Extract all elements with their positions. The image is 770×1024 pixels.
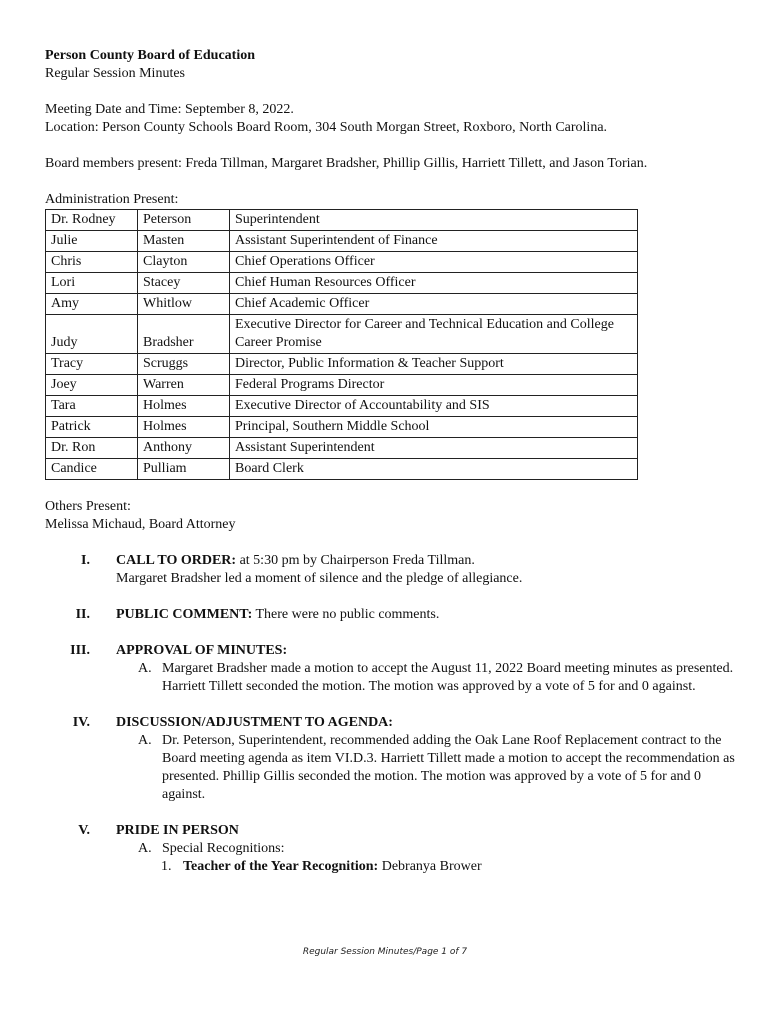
others-heading: Others Present: — [45, 499, 131, 514]
cell-first-name: Tara — [46, 396, 138, 417]
cell-title: Chief Operations Officer — [230, 252, 638, 273]
cell-first-name: Candice — [46, 459, 138, 480]
table-row — [46, 354, 638, 375]
cell-first-name: Julie — [46, 231, 138, 252]
others-line: Melissa Michaud, Board Attorney — [45, 517, 236, 532]
cell-last-name: Clayton — [138, 252, 230, 273]
section-text-line2: Margaret Bradsher led a moment of silence and the pledge of allegiance. — [116, 571, 523, 586]
cell-first-name: Dr. Rodney — [46, 210, 138, 231]
cell-last-name: Holmes — [138, 417, 230, 438]
cell-first-name: Lori — [46, 273, 138, 294]
item-text: Margaret Bradsher made a motion to accept the August 11, 2022 Board meeting minutes as presented. Harriett Tillett seconded the motion. The motion was approved by a vote of 5 for and 0 against. — [162, 661, 734, 694]
doc-type: Regular Session Minutes — [45, 66, 185, 81]
table-row — [46, 252, 638, 273]
cell-first-name: Joey — [46, 375, 138, 396]
section-label: DISCUSSION/ADJUSTMENT TO AGENDA: — [116, 715, 393, 730]
table-row — [46, 375, 638, 396]
table-row — [46, 417, 638, 438]
meeting-location: Location: Person County Schools Board Room, 304 South Morgan Street, Roxboro, North Carolina. — [45, 120, 608, 135]
table-row — [46, 231, 638, 252]
sub-item-bold: Teacher of the Year Recognition: — [183, 859, 379, 874]
sub-item-text: Debranya Brower — [378, 859, 482, 874]
cell-title: Federal Programs Director — [230, 375, 638, 396]
item-label: A. — [138, 733, 152, 748]
document-page — [45, 47, 735, 876]
cell-last-name: Scruggs — [138, 354, 230, 375]
org-title: Person County Board of Education — [45, 48, 256, 63]
section-pride-in-person — [45, 822, 735, 858]
section-text: at 5:30 pm by Chairperson Freda Tillman. — [236, 553, 475, 568]
admin-table — [45, 209, 638, 480]
cell-title: Executive Director of Accountability and SIS — [230, 396, 638, 417]
cell-last-name: Masten — [138, 231, 230, 252]
section-call-to-order — [45, 552, 735, 588]
cell-first-name: Judy — [46, 315, 138, 354]
section-number: V. — [78, 823, 90, 838]
cell-last-name: Holmes — [138, 396, 230, 417]
page-footer: Regular Session Minutes/Page 1 of 7 — [302, 947, 468, 957]
section-text: There were no public comments. — [252, 607, 440, 622]
cell-title: Executive Director for Career and Technical Education and College Career Promise — [230, 315, 638, 354]
cell-last-name: Pulliam — [138, 459, 230, 480]
cell-title: Superintendent — [230, 210, 638, 231]
cell-title: Director, Public Information & Teacher Support — [230, 354, 638, 375]
table-row — [46, 294, 638, 315]
section-approval-of-minutes — [45, 642, 735, 696]
cell-first-name: Tracy — [46, 354, 138, 375]
table-row — [46, 396, 638, 417]
cell-last-name: Bradsher — [138, 315, 230, 354]
section-number: I. — [81, 553, 90, 568]
cell-title: Assistant Superintendent — [230, 438, 638, 459]
section-number: IV. — [72, 715, 90, 730]
table-row — [46, 210, 638, 231]
cell-last-name: Whitlow — [138, 294, 230, 315]
table-row — [46, 315, 638, 354]
section-number: III. — [70, 643, 90, 658]
section-label: PUBLIC COMMENT: — [116, 607, 253, 622]
item-text: Special Recognitions: — [162, 841, 285, 856]
item-text: Dr. Peterson, Superintendent, recommended adding the Oak Lane Roof Replacement contract to the Board meeting agenda as item VI.D.3. Harriett Tillett made a motion to accept the recommendation as presented. Phillip Gillis seconded the motion. The motion was approved by a vote of 5 for and 0 against. — [162, 733, 735, 802]
section-label: APPROVAL OF MINUTES: — [116, 643, 288, 658]
cell-last-name: Anthony — [138, 438, 230, 459]
cell-last-name: Peterson — [138, 210, 230, 231]
cell-title: Chief Academic Officer — [230, 294, 638, 315]
list-item — [138, 660, 735, 696]
sub-list-item — [161, 858, 735, 876]
sub-item-label: 1. — [161, 859, 172, 874]
section-public-comment — [45, 606, 735, 624]
cell-first-name: Dr. Ron — [46, 438, 138, 459]
list-item — [138, 732, 735, 804]
cell-last-name: Stacey — [138, 273, 230, 294]
item-label: A. — [138, 841, 152, 856]
section-discussion-agenda — [45, 714, 735, 804]
cell-title: Chief Human Resources Officer — [230, 273, 638, 294]
cell-title: Board Clerk — [230, 459, 638, 480]
table-row — [46, 273, 638, 294]
section-number: II. — [75, 607, 90, 622]
cell-first-name: Amy — [46, 294, 138, 315]
item-label: A. — [138, 661, 152, 676]
cell-first-name: Chris — [46, 252, 138, 273]
cell-last-name: Warren — [138, 375, 230, 396]
table-row — [46, 438, 638, 459]
cell-title: Principal, Southern Middle School — [230, 417, 638, 438]
section-label: PRIDE IN PERSON — [116, 823, 239, 838]
admin-heading: Administration Present: — [45, 192, 179, 207]
table-row — [46, 459, 638, 480]
section-label: CALL TO ORDER: — [116, 553, 237, 568]
meeting-date-time: Meeting Date and Time: September 8, 2022. — [45, 102, 294, 117]
list-item — [138, 840, 735, 858]
cell-title: Assistant Superintendent of Finance — [230, 231, 638, 252]
board-members: Board members present: Freda Tillman, Margaret Bradsher, Phillip Gillis, Harriett Tillett, and Jason Torian. — [45, 156, 648, 171]
cell-first-name: Patrick — [46, 417, 138, 438]
